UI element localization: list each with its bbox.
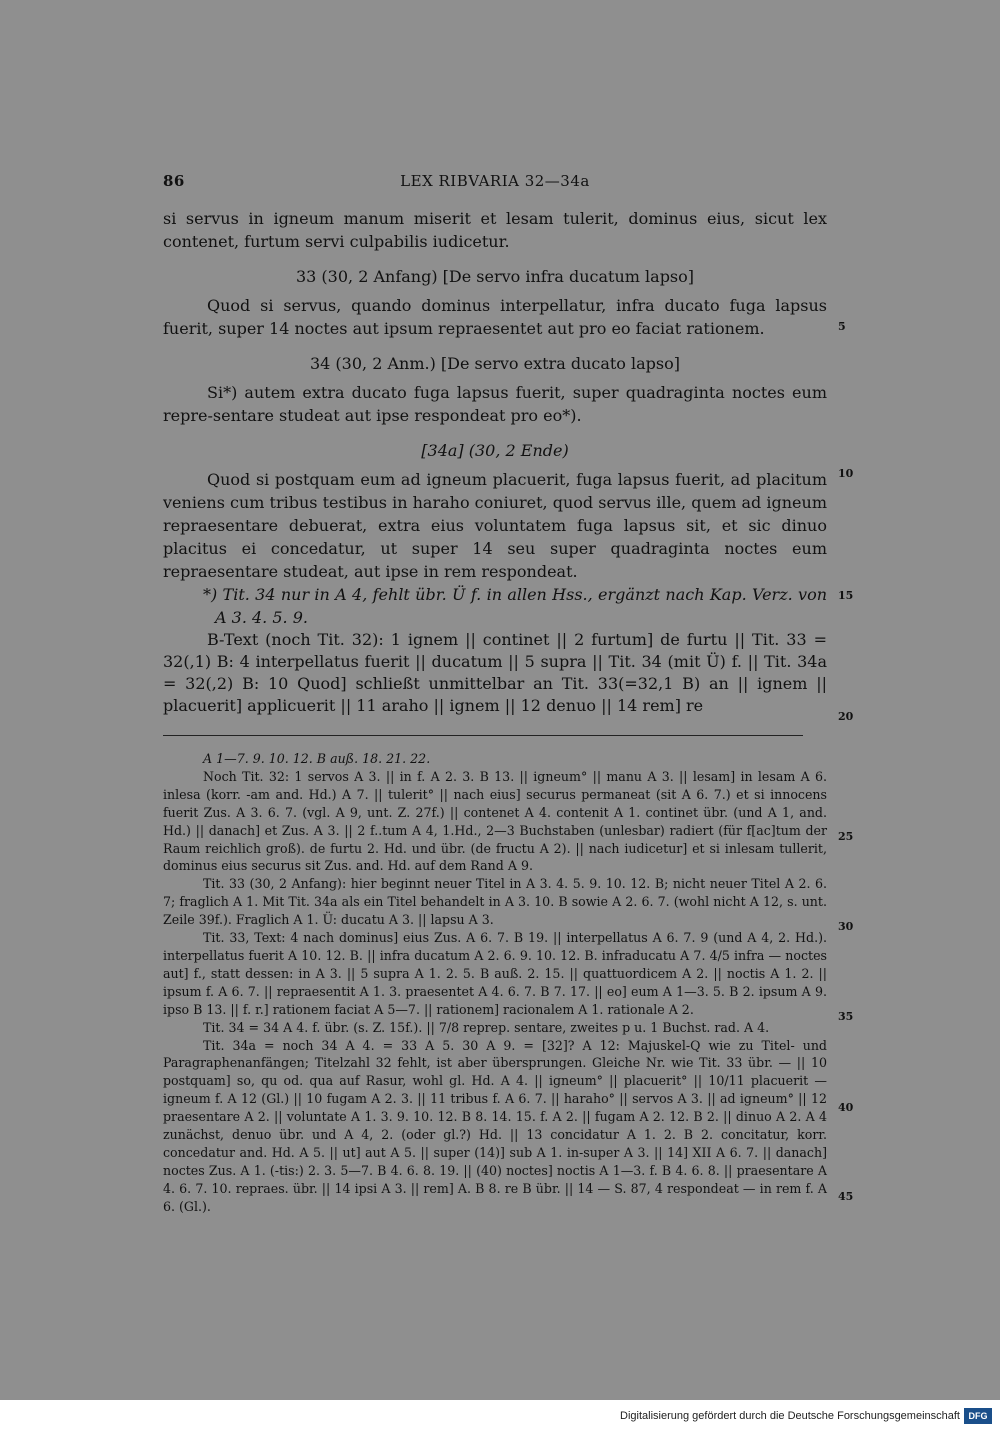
running-title: LEX RIBVARIA 32—34a: [400, 172, 590, 190]
page-number: 86: [163, 172, 185, 190]
heading-title-34: 34 (30, 2 Anm.) [De servo extra ducato lapso]: [309, 354, 680, 373]
line-number: 25: [838, 830, 854, 843]
apparatus-entry: Tit. 34 = 34 A 4. f. übr. (s. Z. 15f.). || 7/8 reprep. sentare, zweites p u. 1 Buchst. rad. A 4.: [203, 1019, 770, 1035]
footnote: *) Tit. 34 nur in A 4, fehlt übr. Ü f. in allen Hss., ergänzt nach Kap. Verz. von A 3. 4. 5. 9.: [203, 585, 827, 627]
line-number: 40: [838, 1101, 854, 1114]
critical-apparatus: [163, 750, 827, 1216]
apparatus-entry: Tit. 34a = noch 34 A 4. = 33 A 5. 30 A 9. = [32]? A 12: Majuskel-Q wie zu Titel- und Paragraphenanfängen; Titelzahl 32 fehlt, ist aber übersprungen. Gleiche Nr. wie Tit. 33 übr. — || 10 postquam] so, qu od. qua auf Rasur, wohl gl. Hd. A 4. || igneum° || placuerit° || 10/11 placuerit — igneum f. A 12 (Gl.) || 10 fugam A 2. 3. || 11 tribus f. A 6. 7. || haraho° || servos A 3. || ad igneum° || 12 praesentare A 2. || voluntate A 1. 3. 9. 10. 12. B 8. 14. 15. f. A 2. || fugam A 2. 12. B 2. || dinuo A 2. A 4 zunächst, denuo übr. und A 4, 2. (oder gl.?) Hd. || 13 concidatur A 1. 2. B 2. concitatur, korr. concedatur and. Hd. A 5. || ut] aut A 5. || super (14)] sub A 1. in-super A 3. || 14] XII A 6. 7. || danach] noctes Zus. A 1. (-tis:) 2. 3. 5—7. B 4. 6. 8. 19. || (40) noctes] noctis A 1—3. f. B 4. 6. 8. || praesentare A 4. 6. 7. 10. repraes. übr. || 14 ipsi A 3. || rem] A. B 8. re B übr. || 14 — S. 87, 4 respondeat — in rem f. A 6. (Gl.).: [163, 1037, 827, 1214]
heading-title-34a: [34a] (30, 2 Ende): [421, 441, 569, 460]
apparatus-entry: Tit. 33 (30, 2 Anfang): hier beginnt neuer Titel in A 3. 4. 5. 9. 10. 12. B; nicht neuer Titel A 2. 6. 7; fraglich A 1. Mit Tit. 34a als ein Titel behandelt in A 3. 10. B sowie A 2. 6. 7. (wohl nicht A 12, s. unt. Zeile 39f.). Fraglich A 1. Ü: ducatu A 3. || lapsu A 3.: [163, 876, 827, 928]
main-text: [163, 207, 827, 717]
line-number: 45: [838, 1190, 854, 1203]
footer-credit: Digitalisierung gefördert durch die Deutsche Forschungsgemeinschaft: [620, 1410, 960, 1422]
paragraph-title-34a: Quod si postquam eum ad igneum placuerit, fuga lapsus fuerit, ad placitum veniens cum tribus testibus in haraho coniuret, quod servus ille, quem ad igneum repraesentare debuerat, extra eius voluntatem fuga lapsus sit, et sic dinuo placitus ei concedatur, ut super 14 seu super quadraginta noctes eum repraesentare studeat, aut ipse in rem respondeat.: [163, 470, 827, 581]
apparatus-entry: Noch Tit. 32: 1 servos A 3. || in f. A 2. 3. B 13. || igneum° || manu A 3. || lesam] in lesam A 6. inlesa (korr. -am and. Hd.) A 7. || tulerit° || nach eius] securus permaneat (sit A 6. 7.) et si innocens fuerit Zus. A 3. 6. 7. (vgl. A 9, unt. Z. 27f.) || contenet A 4. contenit A 1. continet übr. (und A 1, and. Hd.) || danach] et Zus. A 3. || 2 f..tum A 4, 1.Hd., 2—3 Buchstaben (unlesbar) radiert (für f[ac]tum der Raum reichlich groß). de furtu 2. Hd. und übr. (de fructu A 2). || nach iudicetur] et si inlesam tullerit, dominus eius securus sit Zus. and. Hd. auf dem Rand A 9.: [163, 768, 827, 874]
line-number: 35: [838, 1010, 854, 1023]
line-number: 5: [838, 320, 846, 333]
heading-title-33: 33 (30, 2 Anfang) [De servo infra ducatum lapso]: [295, 267, 695, 286]
line-number: 10: [838, 467, 854, 480]
digitization-footer: [0, 1400, 1000, 1434]
paragraph-intro: si servus in igneum manum miserit et lesam tulerit, dominus eius, sicut lex contenet, furtum servi culpabilis iudicetur.: [163, 209, 827, 251]
b-text-apparatus: B-Text (noch Tit. 32): 1 ignem || continet || 2 furtum] de furtu || Tit. 33 = 32(,1) B: 4 interpellatus fuerit || ducatum || 5 supra || Tit. 34 (mit Ü) f. || Tit. 34a = 32(,2) B: 10 Quod] schließt unmittelbar an Tit. 33(=32,1 B) an || ignem || placuerit] applicuerit || 11 araho || ignem || 12 denuo || 14 rem] re: [163, 630, 827, 715]
line-number: 15: [838, 589, 854, 602]
apparatus-entry: Tit. 33, Text: 4 nach dominus] eius Zus. A 6. 7. B 19. || interpellatus A 6. 7. 9 (und A 4, 2. Hd.). interpellatus fuerit A 10. 12. B. || infra ducatum A 2. 6. 9. 10. 12. B. infraducatu A 7. 4/5 infra — noctes aut] f., statt dessen: in A 3. || 5 supra A 1. 2. 5. B auß. 2. 15. || quattuordicem A 2. || noctis A 1. 2. || ipsum f. A 6. 7. || repraesentit A 1. 3. praesentet A 4. 6. 7. B 7. 17. || eo] eum A 1—3. 5. B 2. ipsum A 9. ipso B 13. || f. r.] rationem faciat A 5—7. || rationem] racionalem A 1. rationale A 2.: [163, 930, 827, 1017]
apparatus-divider: [163, 735, 803, 736]
dfg-logo: DFG: [964, 1408, 992, 1424]
paragraph-title-33: Quod si servus, quando dominus interpellatur, infra ducato fuga lapsus fuerit, super 14 noctes aut ipsum repraesentet aut pro eo faciat rationem.: [163, 296, 827, 338]
line-number: 30: [838, 920, 854, 933]
apparatus-manuscripts: A 1—7. 9. 10. 12. B auß. 18. 21. 22.: [203, 751, 431, 766]
paragraph-title-34: Si*) autem extra ducato fuga lapsus fuerit, super quadraginta noctes eum repre-sentare studeat aut ipse respondeat pro eo*).: [163, 383, 827, 425]
line-number: 20: [838, 710, 854, 723]
